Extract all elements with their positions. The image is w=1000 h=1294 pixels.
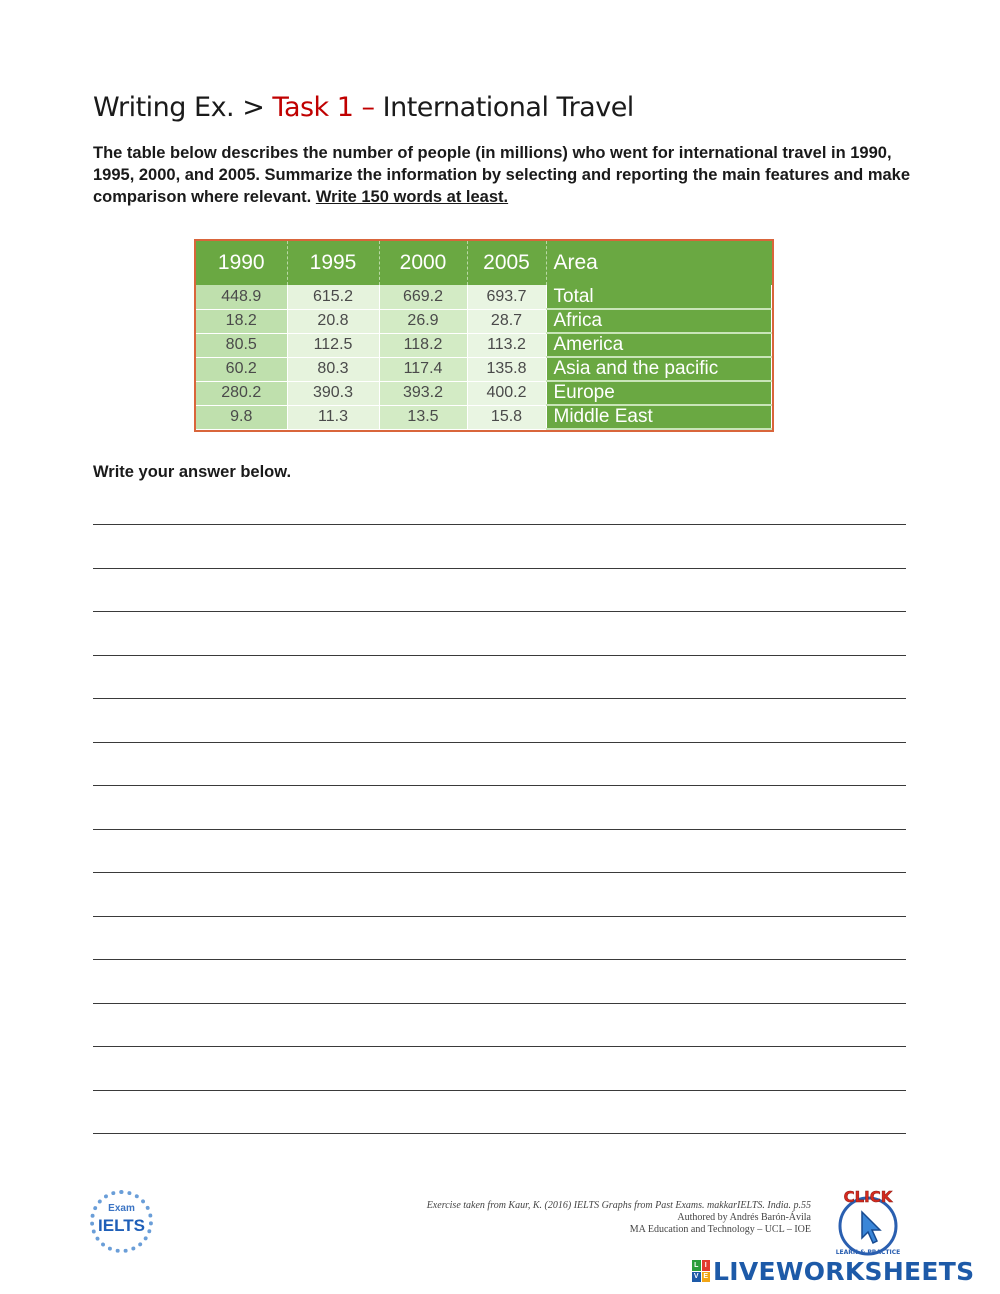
table-cell: 13.5: [379, 405, 467, 429]
table-row: [196, 357, 772, 381]
area-cell: Africa: [546, 309, 772, 333]
click-learn-practice-logo: [832, 1188, 910, 1258]
lw-mark-letter: E: [703, 1273, 709, 1281]
answer-line[interactable]: [93, 698, 906, 699]
answer-line[interactable]: [93, 829, 906, 830]
liveworksheets-text: LIVEWORKSHEETS: [713, 1256, 975, 1286]
answer-line[interactable]: [93, 655, 906, 656]
title-dash: –: [353, 92, 383, 123]
title-prefix: Writing Ex. >: [93, 92, 273, 123]
logo-click-text: CLICK: [843, 1188, 893, 1206]
area-cell: America: [546, 333, 772, 357]
table-body: [196, 285, 772, 429]
table-cell: 60.2: [196, 357, 287, 381]
table-cell: 80.5: [196, 333, 287, 357]
table-cell: 112.5: [287, 333, 379, 357]
credit-affiliation: MA Education and Technology – UCL – IOE: [629, 1224, 811, 1235]
data-table: [196, 241, 772, 430]
answer-line[interactable]: [93, 1133, 906, 1134]
answer-line[interactable]: [93, 524, 906, 525]
table-cell: 15.8: [467, 405, 546, 429]
table-cell: 9.8: [196, 405, 287, 429]
area-cell: Total: [546, 285, 772, 309]
answer-line[interactable]: [93, 742, 906, 743]
column-header: 1995: [287, 241, 379, 285]
lw-mark-letter: I: [702, 1260, 711, 1271]
credits: [427, 1200, 811, 1236]
lw-mark-letter: V: [693, 1273, 699, 1281]
table-cell: 113.2: [467, 333, 546, 357]
table-cell: 448.9: [196, 285, 287, 309]
table-cell: 20.8: [287, 309, 379, 333]
table-row: [196, 309, 772, 333]
table-cell: 118.2: [379, 333, 467, 357]
credit-source: Exercise taken from Kaur, K. (2016) IELTS Graphs from Past Exams. makkarIELTS. India. p.55: [426, 1200, 811, 1211]
area-cell: Asia and the pacific: [546, 357, 772, 381]
answer-line[interactable]: [93, 916, 906, 917]
answer-label: Write your answer below.: [93, 463, 292, 481]
title-subject: International Travel: [382, 92, 634, 123]
liveworksheets-mark-icon: [692, 1260, 710, 1282]
table-header-row: [196, 241, 772, 285]
table-cell: 18.2: [196, 309, 287, 333]
answer-line[interactable]: [93, 568, 906, 569]
table-cell: 669.2: [379, 285, 467, 309]
lw-mark-letter: L: [692, 1260, 701, 1271]
table-cell: 11.3: [287, 405, 379, 429]
ielts-exam-badge: [90, 1190, 153, 1253]
instructions-text: The table below describes the number of people (in millions) who went for international travel in 1990, 1995, 2000, and 2005. Summarize the information by selecting and reporting the main features and make comparison where relevant.: [93, 144, 911, 206]
travel-data-table: [194, 239, 774, 432]
table-cell: 135.8: [467, 357, 546, 381]
table-cell: 80.3: [287, 357, 379, 381]
answer-line[interactable]: [93, 611, 906, 612]
badge-ielts-text: IELTS: [98, 1216, 145, 1235]
column-header: 2000: [379, 241, 467, 285]
answer-line[interactable]: [93, 959, 906, 960]
answer-line[interactable]: [93, 1003, 906, 1004]
answer-line[interactable]: [93, 785, 906, 786]
table-cell: 693.7: [467, 285, 546, 309]
table-row: [196, 333, 772, 357]
column-header: Area: [546, 241, 772, 285]
table-row: [196, 381, 772, 405]
instructions: [93, 142, 918, 208]
title-task: Task 1: [272, 92, 354, 123]
table-cell: 615.2: [287, 285, 379, 309]
table-cell: 117.4: [379, 357, 467, 381]
credit-author: Authored by Andrés Barón-Ávila: [677, 1212, 811, 1223]
column-header: 1990: [196, 241, 287, 285]
logo-sub-text: LEARN & PRACTICE: [835, 1249, 901, 1256]
answer-line[interactable]: [93, 872, 906, 873]
table-row: [196, 405, 772, 429]
table-cell: 400.2: [467, 381, 546, 405]
area-cell: Europe: [546, 381, 772, 405]
badge-exam-text: Exam: [108, 1203, 135, 1214]
area-cell: Middle East: [546, 405, 772, 429]
table-cell: 390.3: [287, 381, 379, 405]
answer-line[interactable]: [93, 1090, 906, 1091]
instructions-word-count: Write 150 words at least.: [315, 188, 509, 206]
liveworksheets-logo: [692, 1257, 974, 1285]
table-cell: 393.2: [379, 381, 467, 405]
table-cell: 26.9: [379, 309, 467, 333]
column-header: 2005: [467, 241, 546, 285]
page-title: [93, 92, 634, 123]
table-cell: 28.7: [467, 309, 546, 333]
table-row: [196, 285, 772, 309]
answer-line[interactable]: [93, 1046, 906, 1047]
table-cell: 280.2: [196, 381, 287, 405]
